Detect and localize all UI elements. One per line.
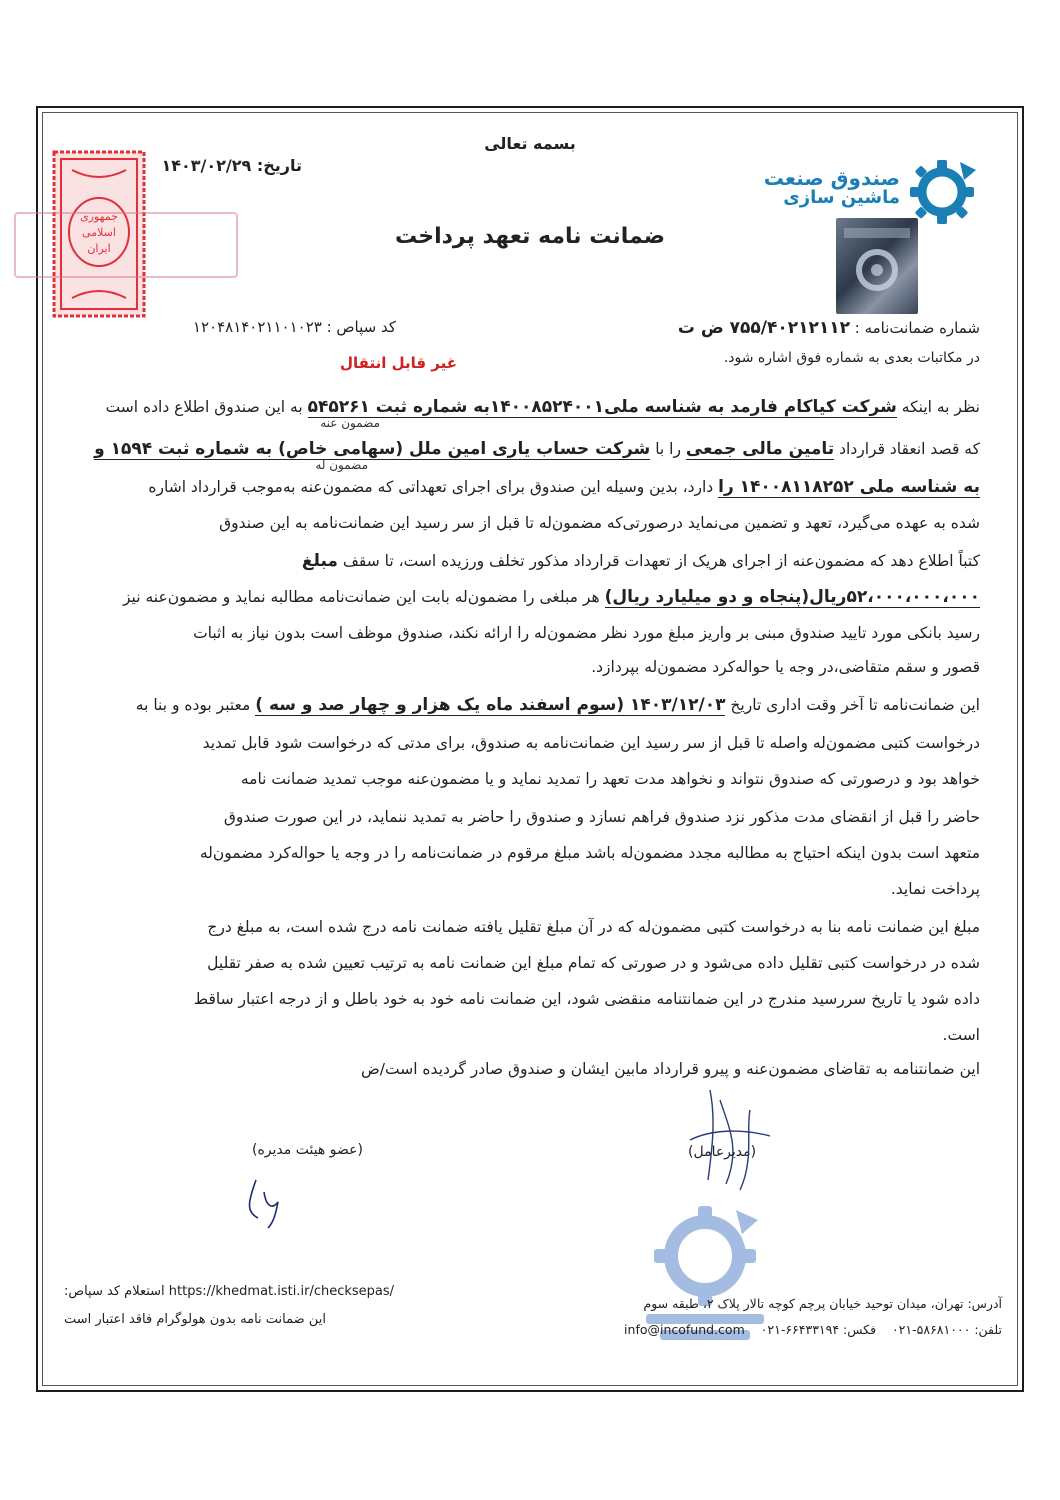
stamp-text-2: اسلامی: [82, 226, 116, 239]
date-label: تاریخ:: [256, 156, 302, 175]
non-transferable-label: غیر قابل انتقال: [340, 354, 457, 372]
board-signature: [228, 1172, 308, 1232]
ceo-signature: [650, 1080, 790, 1200]
hologram-gear-icon: [836, 218, 918, 314]
board-member-caption: (عضو هیئت مدیره): [252, 1142, 363, 1158]
stamp-text-3: ایران: [87, 242, 111, 255]
validity-date: ۱۴۰۳/۱۲/۰۳ (سوم اسفند ماه یک هزار و چهار صد و سه ): [255, 695, 726, 715]
hologram-note: این ضمانت نامه بدون هولوگرام فاقد اعتبار است: [64, 1312, 326, 1327]
fund-logo-icon: [904, 156, 980, 226]
paragraph-3-line-1: مبلغ این ضمانت نامه بنا به درخواست کتبی مضمون‌له که در آن مبلغ تقلیل یافته ضمانت نامه درج شده است، به مبلغ درج: [207, 918, 980, 936]
faded-stamp-mark: [14, 212, 238, 278]
guarantee-number: [678, 318, 980, 338]
contract-type: تامین مالی جمعی: [685, 439, 835, 459]
text-span: که قصد انعقاد قرارداد: [834, 440, 980, 458]
text-span: به این صندوق اطلاع داده است: [105, 398, 308, 416]
document-title: ضمانت نامه تعهد پرداخت: [394, 224, 666, 249]
sepas-inquiry-label: استعلام کد سپاص:: [64, 1284, 165, 1299]
paragraph-3-line-3: داده شود یا تاریخ سررسید مندرج در این ضمانتنامه منقضی شود، این ضمانت نامه خود به خود باطل و از درجه اعتبار ساقط: [193, 990, 980, 1008]
paragraph-1-line-1: [80, 390, 980, 425]
paragraph-1-line-6: [80, 580, 980, 615]
sepas-code-value: ۱۲۰۴۸۱۴۰۲۱۱۰۱۰۲۳: [192, 318, 322, 336]
text-span: این ضمانت‌نامه تا آخر وقت اداری تاریخ: [725, 696, 980, 714]
sepas-inquiry: [64, 1284, 394, 1299]
text-span: را با: [650, 440, 686, 458]
sepas-code-label: کد سپاص :: [326, 318, 396, 336]
text-span: معتبر بوده و بنا به: [135, 696, 256, 714]
paragraph-1-line-2: [80, 432, 980, 467]
ceo-caption: (مدیرعامل): [688, 1144, 757, 1160]
paragraph-1-line-5: [80, 544, 980, 579]
paragraph-2-line-2: درخواست کتبی مضمون‌له واصله تا قبل از سر رسید این ضمانت‌نامه به صندوق، برای مدتی که درخواست شود قابل تمدید: [202, 734, 980, 752]
address: آدرس: تهران، میدان توحید خیابان پرچم کوچه تالار پلاک ۲، طبقه سوم: [643, 1296, 1002, 1311]
paragraph-2-line-6: پرداخت نماید.: [890, 880, 980, 898]
reference-note: در مکاتبات بعدی به شماره فوق اشاره شود.: [723, 350, 980, 366]
fund-logo-text: [764, 168, 900, 208]
guarantee-amount: ۵۲،۰۰۰،۰۰۰،۰۰۰ریال(پنجاه و دو میلیارد ریال): [604, 587, 980, 607]
email-link[interactable]: info@incofund.com: [624, 1322, 745, 1337]
text-span: هر مبلغی را مضمون‌له بابت این ضمانت‌نامه مطالبه نماید و مضمون‌عنه نیز: [123, 588, 605, 606]
hologram-sticker: [836, 218, 918, 314]
text-span: دارد، بدین وسیله این صندوق برای اجرای تعهداتی که مضمون‌عنه به‌موجب قرارداد اشاره: [148, 478, 719, 496]
paragraph-1-line-3: [80, 470, 980, 505]
paragraph-1-line-8: قصور و سقم متقاضی،در وجه یا حواله‌کرد مضمون‌له بپردازد.: [591, 658, 980, 676]
amount-label: مبلغ: [301, 551, 338, 571]
logo-line1: صندوق صنعت: [763, 166, 900, 190]
date-value: ۱۴۰۳/۰۲/۲۹: [161, 156, 252, 175]
beneficiary-national-id: به شناسه ملی ۱۴۰۰۸۱۱۸۲۵۲ را: [718, 477, 980, 497]
paragraph-2-line-3: خواهد بود و درصورتی که صندوق نتواند و نخواهد مدت تعهد را تمدید نماید و یا مضمون‌عنه موجب تمدید ضمانت نامه: [240, 770, 980, 788]
paragraph-3-line-4: است.: [942, 1026, 980, 1044]
phone: تلفن: ۵۸۶۸۱۰۰۰-۰۲۱: [891, 1322, 1002, 1337]
date: [161, 156, 302, 175]
paragraph-2-line-1: [80, 688, 980, 723]
fax: فکس: ۶۶۴۳۳۱۹۴-۰۲۱: [760, 1322, 877, 1337]
stamp-text-1: جمهوری: [80, 210, 118, 223]
logo-line2: ماشین سازی: [783, 187, 900, 208]
contact-line: [624, 1322, 1002, 1337]
paragraph-4-line-1: این ضمانتنامه به تقاضای مضمون‌عنه و پیرو قرارداد مابین ایشان و صندوق صادر گردیده است/ض: [361, 1060, 980, 1078]
paragraph-2-line-5: متعهد است بدون اینکه احتیاج به مطالبه مجدد مضمون‌له باشد مبلغ مرقوم در ضمانت‌نامه را در وجه یا حواله‌کرد مضمون‌له: [199, 844, 980, 862]
paragraph-3-line-2: شده در درخواست کتبی تقلیل داده می‌شود و در صورتی که تمام مبلغ این ضمانت نامه به ترتیب تعیین شده به صفر تقلیل: [207, 954, 980, 972]
text-span: کتباً اطلاع دهد که مضمون‌عنه از اجرای هریک از تعهدات قرارداد مذکور تخلف ورزیده است، تا سقف: [337, 552, 980, 570]
principal-company: شرکت کیاکام فارمد به شناسه ملی۱۴۰۰۸۵۲۴۰۰۱به شماره ثبت ۵۴۵۲۶۱: [307, 397, 897, 417]
text-span: نظر به اینکه: [896, 398, 980, 416]
beneficiary-company: شرکت حساب یاری امین ملل (سهامی خاص) به شماره ثبت ۱۵۹۴ و: [94, 439, 651, 459]
annotation-beneficiary: مضمون له: [315, 458, 368, 472]
paragraph-2-line-4: حاضر را قبل از انقضای مدت مذکور نزد صندوق فراهم نسازد و صندوق را حاضر به تمدید ننماید، در این صورت صندوق: [223, 808, 980, 826]
annotation-principal: مضمون عنه: [320, 416, 380, 430]
sepas-inquiry-url[interactable]: https://khedmat.isti.ir/checksepas/: [168, 1284, 395, 1299]
paragraph-1-line-4: شده به عهده می‌گیرد، تعهد و تضمین می‌نماید درصورتی‌که مضمون‌له تا قبل از سر رسید این ضمانت‌نامه به این صندوق: [219, 514, 980, 532]
guarantee-number-label: شماره ضمانت‌نامه :: [854, 319, 980, 337]
sepas-code: [193, 318, 396, 336]
guarantee-number-value: ۷۵۵/۴۰۲۱۲۱۱۲ ض ت: [677, 318, 850, 338]
basmala: بسمه تعالی: [484, 134, 576, 153]
paragraph-1-line-7: رسید بانکی مورد تایید صندوق مبنی بر واریز مبلغ مورد نظر مضمون‌له را ارائه نکند، صندوق موظف است بدون نیاز به اثبات: [193, 624, 980, 642]
